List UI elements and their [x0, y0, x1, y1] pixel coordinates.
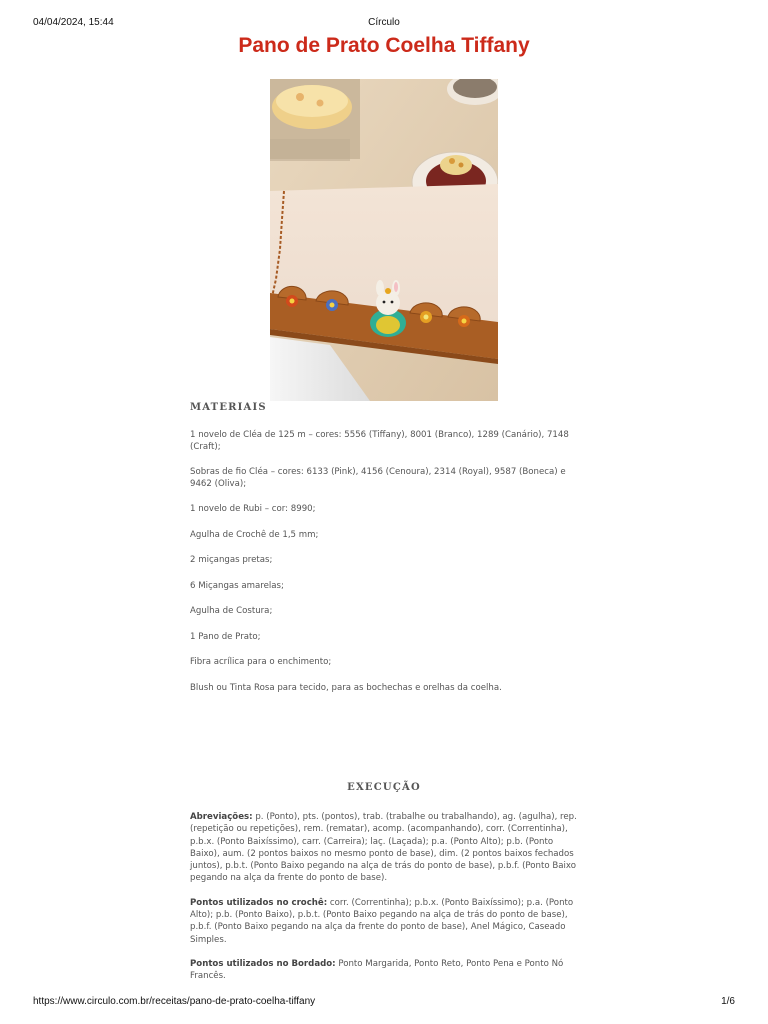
list-item: Fibra acrílica para o enchimento;: [190, 657, 332, 667]
paragraph-label: Pontos utilizados no crochê:: [190, 897, 328, 908]
print-datetime: 04/04/2024, 15:44: [33, 17, 114, 28]
paragraph-text: Ponto Margarida, Ponto Reto, Ponto Pena e Ponto Nó Francês.: [190, 958, 564, 982]
list-item: Agulha de Crochê de 1,5 mm;: [190, 529, 319, 540]
list-item: 6 Miçangas amarelas;: [190, 580, 284, 591]
page-url: https://www.circulo.com.br/receitas/pano-de-prato-coelha-tiffany: [33, 996, 316, 1007]
list-item: 2 miçangas pretas;: [190, 555, 273, 565]
list-item: Agulha de Costura;: [190, 606, 273, 616]
list-item: 1 novelo de Cléa de 125 m – cores: 5556 (Tiffany), 8001 (Branco), 1289 (Canário), 7148 (Craft);: [190, 430, 569, 452]
list-item: 1 Pano de Prato;: [190, 631, 261, 642]
list-item: Sobras de fio Cléa – cores: 6133 (Pink), 4156 (Cenoura), 2314 (Royal), 9587 (Boneca) e 9462 (Oliva);: [190, 467, 566, 489]
abbreviations-paragraph: [190, 811, 578, 885]
paragraph-text: corr. (Correntinha); p.b.x. (Ponto Baixíssimo); p.a. (Ponto Alto); p.b. (Ponto Baixo), p.b.t. (Ponto Baixo pegando na alça de trás do ponto de base), p.b.f. (Ponto Baixo pegando na alça da frente do ponto de base), Anel Mágico, Caseado Simples.: [190, 897, 574, 945]
embroidery-stitches-paragraph: [190, 958, 578, 983]
page-number: 1/6: [721, 996, 735, 1007]
page-title: Pano de Prato Coelha Tiffany: [238, 34, 530, 57]
list-item: 1 novelo de Rubi – cor: 8990;: [190, 504, 316, 514]
execution-heading: EXECUÇÃO: [347, 782, 421, 793]
paragraph-text: p. (Ponto), pts. (pontos), trab. (trabalhe ou trabalhando), ag. (agulha), rep. (repetição ou repetições), rem. (rematar), acomp. (acompanhando), corr. (Correntinha), p.b.x. (Ponto Baixíssimo), carr. (Carreira); laç. (Laçada); p.a. (Ponto Alto); p.b. (Ponto Baixo), aum. (2 pontos baixos no mesmo ponto de base), dim. (2 pontos baixos fechados juntos), p.b.t. (Ponto Baixo pegando na alça de trás do ponto de base), p.b.f. (Ponto Baixo pegando na alça da frente do ponto de base).: [190, 812, 577, 884]
crochet-stitches-paragraph: [190, 897, 578, 946]
materials-heading: MATERIAIS: [190, 402, 267, 413]
recipe-photo: [270, 79, 498, 401]
materials-list: [190, 430, 578, 708]
print-site-title: Círculo: [368, 17, 400, 28]
print-header: [33, 17, 735, 31]
execution-section: [190, 811, 578, 995]
paragraph-label: Abreviações:: [190, 812, 253, 822]
list-item: Blush ou Tinta Rosa para tecido, para as bochechas e orelhas da coelha.: [190, 682, 502, 693]
print-footer: [33, 996, 735, 1010]
paragraph-label: Pontos utilizados no Bordado:: [190, 958, 336, 969]
